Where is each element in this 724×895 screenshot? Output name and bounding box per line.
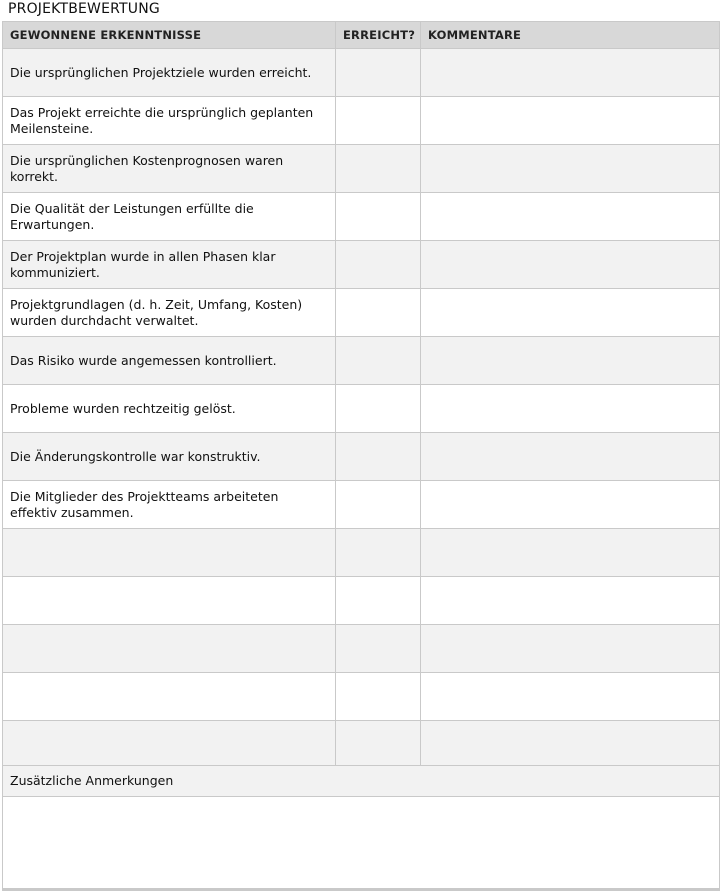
evaluation-table bbox=[2, 21, 720, 769]
table-row bbox=[3, 385, 720, 433]
lesson-cell: Projektgrundlagen (d. h. Zeit, Umfang, Kosten) wurden durchdacht verwaltet. bbox=[3, 289, 336, 337]
table-row bbox=[3, 529, 720, 577]
comment-cell[interactable] bbox=[421, 49, 720, 97]
lesson-cell: Die Mitglieder des Projektteams arbeiteten effektiv zusammen. bbox=[3, 481, 336, 529]
comment-cell[interactable] bbox=[421, 529, 720, 577]
header-lessons-learned: GEWONNENE ERKENNTNISSE bbox=[3, 22, 336, 49]
table-row bbox=[3, 145, 720, 193]
page-title: PROJEKTBEWERTUNG bbox=[8, 1, 160, 17]
additional-notes-label: Zusätzliche Anmerkungen bbox=[3, 766, 719, 797]
lesson-cell: Der Projektplan wurde in allen Phasen klar kommuniziert. bbox=[3, 241, 336, 289]
achieved-cell[interactable] bbox=[336, 193, 421, 241]
lesson-cell: Die ursprünglichen Projektziele wurden erreicht. bbox=[3, 49, 336, 97]
table-row bbox=[3, 337, 720, 385]
additional-notes-field[interactable] bbox=[3, 797, 719, 889]
achieved-cell[interactable] bbox=[336, 145, 421, 193]
lesson-cell: Das Risiko wurde angemessen kontrolliert. bbox=[3, 337, 336, 385]
lesson-cell bbox=[3, 577, 336, 625]
table-row bbox=[3, 97, 720, 145]
comment-cell[interactable] bbox=[421, 433, 720, 481]
achieved-cell[interactable] bbox=[336, 625, 421, 673]
comment-cell[interactable] bbox=[421, 241, 720, 289]
achieved-cell[interactable] bbox=[336, 97, 421, 145]
comment-cell[interactable] bbox=[421, 289, 720, 337]
table-row bbox=[3, 721, 720, 769]
achieved-cell[interactable] bbox=[336, 433, 421, 481]
lesson-cell bbox=[3, 721, 336, 769]
lesson-cell: Probleme wurden rechtzeitig gelöst. bbox=[3, 385, 336, 433]
achieved-cell[interactable] bbox=[336, 385, 421, 433]
comment-cell[interactable] bbox=[421, 673, 720, 721]
achieved-cell[interactable] bbox=[336, 49, 421, 97]
table-row bbox=[3, 673, 720, 721]
lesson-cell: Das Projekt erreichte die ursprünglich geplanten Meilensteine. bbox=[3, 97, 336, 145]
achieved-cell[interactable] bbox=[336, 673, 421, 721]
lesson-cell bbox=[3, 625, 336, 673]
table-header-row bbox=[3, 22, 720, 49]
comment-cell[interactable] bbox=[421, 145, 720, 193]
table-row bbox=[3, 49, 720, 97]
achieved-cell[interactable] bbox=[336, 241, 421, 289]
lesson-cell bbox=[3, 673, 336, 721]
achieved-cell[interactable] bbox=[336, 481, 421, 529]
header-achieved: ERREICHT? bbox=[336, 22, 421, 49]
additional-notes-section bbox=[2, 765, 720, 889]
table-row bbox=[3, 193, 720, 241]
comment-cell[interactable] bbox=[421, 385, 720, 433]
bottom-divider bbox=[2, 888, 720, 891]
table-row bbox=[3, 481, 720, 529]
header-comments: KOMMENTARE bbox=[421, 22, 720, 49]
lesson-cell: Die Qualität der Leistungen erfüllte die Erwartungen. bbox=[3, 193, 336, 241]
achieved-cell[interactable] bbox=[336, 337, 421, 385]
comment-cell[interactable] bbox=[421, 577, 720, 625]
comment-cell[interactable] bbox=[421, 193, 720, 241]
comment-cell[interactable] bbox=[421, 721, 720, 769]
achieved-cell[interactable] bbox=[336, 529, 421, 577]
table-row bbox=[3, 289, 720, 337]
table-row bbox=[3, 241, 720, 289]
table-row bbox=[3, 433, 720, 481]
table-row bbox=[3, 577, 720, 625]
lesson-cell: Die Änderungskontrolle war konstruktiv. bbox=[3, 433, 336, 481]
comment-cell[interactable] bbox=[421, 481, 720, 529]
lesson-cell: Die ursprünglichen Kostenprognosen waren korrekt. bbox=[3, 145, 336, 193]
comment-cell[interactable] bbox=[421, 337, 720, 385]
achieved-cell[interactable] bbox=[336, 289, 421, 337]
achieved-cell[interactable] bbox=[336, 577, 421, 625]
achieved-cell[interactable] bbox=[336, 721, 421, 769]
lesson-cell bbox=[3, 529, 336, 577]
comment-cell[interactable] bbox=[421, 97, 720, 145]
table-row bbox=[3, 625, 720, 673]
comment-cell[interactable] bbox=[421, 625, 720, 673]
